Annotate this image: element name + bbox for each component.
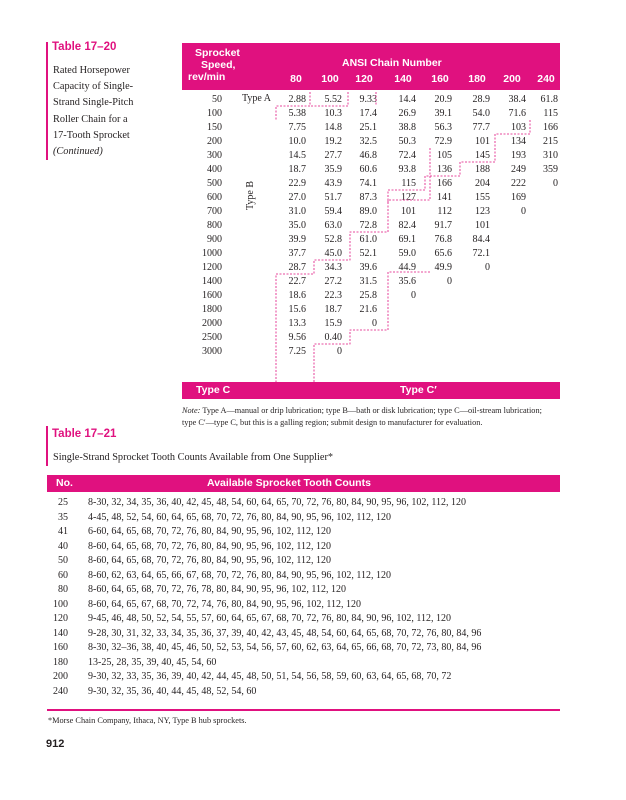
- hp-cell: 0: [521, 206, 526, 217]
- caption-line: Strand Single-Pitch: [53, 97, 134, 109]
- page-number: 912: [46, 738, 65, 750]
- hp-cell: 35.0: [288, 220, 306, 231]
- hp-cell: 7.25: [288, 346, 306, 357]
- speed-cell: 100: [207, 108, 222, 119]
- hp-cell: 166: [437, 178, 452, 189]
- hp-cell: 34.3: [324, 262, 342, 273]
- speed-cell: 1000: [202, 248, 222, 259]
- hp-cell: 49.9: [434, 262, 452, 273]
- hp-cell: 17.4: [359, 108, 377, 119]
- header-chain-120: 120: [355, 73, 373, 85]
- tooth-counts-cell: 9-28, 30, 31, 32, 33, 34, 35, 36, 37, 39, 40, 42, 43, 45, 48, 54, 60, 64, 65, 68, 70, 72, 76, 80, 84, 96: [88, 627, 482, 639]
- table-17-21-footnote: *Morse Chain Company, Ithaca, NY, Type B hub sprockets.: [48, 716, 247, 725]
- table-17-21-bottom-rule: [47, 709, 560, 711]
- hp-cell: 39.6: [359, 262, 377, 273]
- hp-cell: 18.6: [288, 290, 306, 301]
- hp-cell: 14.4: [398, 94, 416, 105]
- hp-cell: 136: [437, 164, 452, 175]
- hp-cell: 38.4: [508, 94, 526, 105]
- tooth-counts-cell: 13-25, 28, 35, 39, 40, 45, 54, 60: [88, 656, 217, 668]
- hp-cell: 27.7: [324, 150, 342, 161]
- hp-cell: 0: [447, 276, 452, 287]
- tooth-counts-cell: 8-60, 62, 63, 64, 65, 66, 67, 68, 70, 72, 76, 80, 84, 90, 95, 96, 102, 112, 120: [88, 569, 391, 581]
- hp-cell: 134: [511, 136, 526, 147]
- type-a-boundary: [310, 92, 348, 106]
- speed-cell: 1400: [202, 276, 222, 287]
- note-label: Note:: [182, 406, 201, 415]
- hp-cell: 123: [475, 206, 490, 217]
- type-c-prime-boundary: [314, 272, 430, 384]
- hp-cell: 222: [511, 178, 526, 189]
- type-c-label: Type C: [196, 384, 231, 396]
- header-chain-160: 160: [431, 73, 449, 85]
- speed-cell: 150: [207, 122, 222, 133]
- hp-cell: 10.3: [324, 108, 342, 119]
- hp-cell: 155: [475, 192, 490, 203]
- chain-no-cell: 25: [58, 497, 68, 508]
- hp-cell: 31.0: [288, 206, 306, 217]
- hp-cell: 13.3: [288, 318, 306, 329]
- chain-no-cell: 50: [58, 555, 68, 566]
- chain-no-cell: 240: [53, 685, 68, 697]
- speed-cell: 200: [207, 136, 222, 147]
- table-17-21-caption: Single-Strand Sprocket Tooth Counts Available from One Supplier*: [53, 452, 334, 463]
- table-17-21-number: Table 17–21: [52, 428, 117, 440]
- hp-cell: 31.5: [359, 276, 377, 287]
- hp-cell: 22.3: [324, 290, 342, 301]
- hp-cell: 22.7: [288, 276, 306, 287]
- hp-cell: 204: [475, 178, 490, 189]
- hp-cell: 82.4: [398, 220, 416, 231]
- speed-cell: 800: [207, 220, 222, 231]
- hp-cell: 89.0: [359, 206, 377, 217]
- tooth-counts-cell: 6-60, 64, 65, 68, 70, 72, 76, 80, 84, 90, 95, 96, 102, 112, 120: [88, 526, 331, 537]
- caption-line: Rated Horsepower: [53, 65, 130, 76]
- hp-cell: 56.3: [434, 122, 452, 133]
- speed-cell: 2500: [202, 332, 222, 343]
- hp-cell: 141: [437, 192, 452, 203]
- hp-cell: 188: [475, 164, 490, 175]
- hp-cell: 0: [337, 346, 342, 357]
- hp-cell: 101: [401, 206, 416, 217]
- hp-cell: 145: [475, 150, 490, 161]
- speed-cell: 1600: [202, 290, 222, 301]
- hp-cell: 59.0: [398, 248, 416, 259]
- hp-cell: 166: [543, 122, 558, 133]
- hp-cell: 51.7: [324, 192, 342, 203]
- table-17-20-note: [182, 405, 567, 429]
- hp-cell: 15.9: [324, 318, 342, 329]
- chain-no-cell: 35: [58, 511, 68, 523]
- hp-cell: 60.6: [359, 164, 377, 175]
- chain-no-cell: 180: [53, 656, 68, 668]
- hp-cell: 115: [543, 108, 558, 119]
- caption-line: Capacity of Single-: [53, 81, 134, 93]
- hp-cell: 39.9: [288, 234, 306, 245]
- header-no: No.: [56, 477, 73, 489]
- hp-cell: 25.1: [359, 122, 377, 133]
- hp-cell: 72.8: [359, 220, 377, 231]
- speed-cell: 3000: [202, 346, 222, 357]
- hp-cell: 61.8: [540, 94, 558, 105]
- table-17-20-footer-band: [182, 382, 560, 399]
- hp-cell: 91.7: [434, 220, 452, 231]
- tooth-counts-cell: 8-60, 64, 65, 68, 70, 72, 76, 78, 80, 84, 90, 95, 96, 102, 112, 120: [88, 584, 346, 595]
- type-a-boundary: [276, 92, 310, 120]
- type-b-c-boundary: [276, 120, 530, 384]
- hp-cell: 101: [475, 220, 490, 231]
- speed-cell: 1800: [202, 304, 222, 315]
- hp-cell: 45.0: [324, 248, 342, 259]
- speed-cell: 1200: [202, 262, 222, 273]
- hp-cell: 0: [411, 290, 416, 301]
- header-ansi-chain-number: ANSI Chain Number: [342, 57, 442, 69]
- speed-cell: 300: [207, 150, 222, 161]
- tooth-counts-cell: 8-30, 32, 34, 35, 36, 40, 42, 45, 48, 54, 60, 64, 65, 70, 72, 76, 80, 84, 90, 95, 96, 102, 112, 120: [88, 497, 466, 508]
- type-c-prime-boundary: [388, 148, 430, 204]
- hp-cell: 22.9: [288, 178, 306, 189]
- hp-cell: 37.7: [288, 248, 306, 259]
- hp-cell: 21.6: [359, 304, 377, 315]
- hp-cell: 52.8: [324, 234, 342, 245]
- hp-cell: 93.8: [398, 164, 416, 175]
- tooth-counts-cell: 9-45, 46, 48, 50, 52, 54, 55, 57, 60, 64, 65, 67, 68, 70, 72, 76, 80, 84, 90, 96, 102, 112, 120: [88, 613, 451, 624]
- speed-cell: 600: [207, 192, 222, 203]
- hp-cell: 28.9: [472, 94, 490, 105]
- hp-cell: 14.5: [288, 150, 306, 161]
- header-chain-200: 200: [503, 73, 521, 85]
- header-speed-line: Sprocket: [195, 47, 240, 59]
- header-speed-line: rev/min: [188, 71, 226, 83]
- hp-cell: 32.5: [359, 136, 377, 147]
- hp-cell: 39.1: [434, 108, 452, 119]
- tooth-counts-cell: 9-30, 32, 33, 35, 36, 39, 40, 42, 44, 45, 48, 50, 51, 54, 56, 58, 59, 60, 63, 64, 65, 68, 70, 72: [88, 671, 452, 682]
- hp-cell: 52.1: [359, 248, 377, 259]
- hp-cell: 193: [511, 150, 526, 161]
- hp-cell: 28.7: [288, 262, 306, 273]
- type-c-prime-label: Type C′: [400, 384, 437, 396]
- speed-cell: 2000: [202, 318, 222, 329]
- hp-cell: 359: [543, 164, 558, 175]
- hp-cell: 25.8: [359, 290, 377, 301]
- tooth-counts-cell: 8-30, 32–36, 38, 40, 45, 46, 50, 52, 53, 54, 56, 57, 60, 62, 63, 64, 65, 66, 68, 70, 72, 73, 80, 84, 96: [88, 642, 482, 653]
- hp-cell: 105: [437, 150, 452, 161]
- hp-cell: 7.75: [288, 122, 306, 133]
- hp-cell: 169: [511, 192, 526, 203]
- hp-cell: 20.9: [434, 94, 452, 105]
- chain-no-cell: 40: [58, 540, 68, 552]
- chain-no-cell: 160: [53, 642, 68, 653]
- continued-label: (Continued): [53, 146, 103, 158]
- hp-cell: 63.0: [324, 220, 342, 231]
- type-b-label: Type B: [245, 180, 257, 211]
- header-chain-180: 180: [468, 73, 486, 85]
- hp-cell: 5.38: [288, 108, 306, 119]
- hp-cell: 18.7: [324, 304, 342, 315]
- hp-cell: 27.2: [324, 276, 342, 287]
- hp-cell: 59.4: [324, 206, 342, 217]
- hp-cell: 54.0: [472, 108, 490, 119]
- tooth-counts-cell: 8-60, 64, 65, 67, 68, 70, 72, 74, 76, 80, 84, 90, 95, 96, 102, 112, 120: [88, 598, 361, 610]
- hp-cell: 84.4: [472, 234, 490, 245]
- hp-cell: 0.40: [324, 332, 342, 343]
- hp-cell: 77.7: [472, 122, 490, 133]
- tooth-counts-cell: 8-60, 64, 65, 68, 70, 72, 76, 80, 84, 90, 95, 96, 102, 112, 120: [88, 540, 331, 552]
- hp-cell: 127: [401, 192, 416, 203]
- speed-cell: 500: [207, 178, 222, 189]
- header-chain-140: 140: [394, 73, 412, 85]
- hp-cell: 61.0: [359, 234, 377, 245]
- hp-cell: 27.0: [288, 192, 306, 203]
- hp-cell: 43.9: [324, 178, 342, 189]
- hp-cell: 9.33: [359, 94, 377, 105]
- speed-cell: 50: [212, 94, 222, 105]
- hp-cell: 69.1: [398, 234, 416, 245]
- speed-cell: 900: [207, 234, 222, 245]
- tooth-counts-cell: 4-45, 48, 52, 54, 60, 64, 65, 68, 70, 72, 76, 80, 84, 90, 95, 96, 102, 112, 120: [88, 511, 391, 523]
- hp-cell: 35.9: [324, 164, 342, 175]
- hp-cell: 18.7: [288, 164, 306, 175]
- table-17-21-accent-rule: [46, 426, 48, 466]
- chain-no-cell: 140: [53, 627, 68, 639]
- header-chain-100: 100: [321, 73, 339, 85]
- hp-cell: 0: [372, 318, 377, 329]
- table-17-21-header: [47, 475, 560, 492]
- hp-cell: 87.3: [359, 192, 377, 203]
- hp-cell: 72.4: [398, 150, 416, 161]
- speed-cell: 700: [207, 206, 222, 217]
- header-speed-line: Speed,: [201, 59, 236, 71]
- tooth-counts-cell: 9-30, 32, 35, 36, 40, 44, 45, 48, 52, 54, 60: [88, 685, 257, 697]
- type-a-label: Type A: [242, 93, 272, 104]
- hp-cell: 10.0: [288, 136, 306, 147]
- hp-cell: 5.52: [324, 94, 342, 105]
- chain-no-cell: 60: [58, 569, 68, 581]
- hp-cell: 65.6: [434, 248, 452, 259]
- caption-line: 17-Tooth Sprocket: [53, 129, 130, 141]
- hp-cell: 72.9: [434, 136, 452, 147]
- hp-cell: 9.56: [288, 332, 306, 343]
- chain-no-cell: 80: [58, 584, 68, 595]
- hp-cell: 103: [511, 122, 526, 133]
- hp-cell: 101: [475, 136, 490, 147]
- hp-cell: 19.2: [324, 136, 342, 147]
- hp-cell: 14.8: [324, 122, 342, 133]
- header-tooth-counts: Available Sprocket Tooth Counts: [207, 477, 371, 489]
- hp-cell: 215: [543, 136, 558, 147]
- hp-cell: 26.9: [398, 108, 416, 119]
- hp-cell: 38.8: [398, 122, 416, 133]
- hp-cell: 46.8: [359, 150, 377, 161]
- hp-cell: 2.88: [288, 94, 306, 105]
- hp-cell: 249: [511, 164, 526, 175]
- hp-cell: 50.3: [398, 136, 416, 147]
- hp-cell: 44.9: [398, 262, 416, 273]
- hp-cell: 76.8: [434, 234, 452, 245]
- hp-cell: 310: [543, 150, 558, 161]
- chain-no-cell: 120: [53, 613, 68, 624]
- chain-no-cell: 100: [53, 598, 68, 610]
- note-line-2: type C′—type C, but this is a galling region; submit design to manufacturer for evaluation.: [182, 418, 483, 427]
- caption-line: Roller Chain for a: [53, 113, 128, 125]
- header-chain-80: 80: [290, 73, 302, 85]
- hp-cell: 112: [437, 206, 452, 217]
- speed-cell: 400: [207, 164, 222, 175]
- hp-cell: 71.6: [508, 108, 526, 119]
- hp-cell: 72.1: [472, 248, 490, 259]
- hp-cell: 74.1: [359, 178, 377, 189]
- hp-cell: 0: [485, 262, 490, 273]
- hp-cell: 15.6: [288, 304, 306, 315]
- note-line-1: Type A—manual or drip lubrication; type B—bath or disk lubrication; type C—oil-stream lubrication;: [202, 406, 542, 415]
- hp-cell: 35.6: [398, 276, 416, 287]
- table-17-20-number: Table 17–20: [52, 41, 117, 53]
- chain-no-cell: 41: [58, 526, 68, 537]
- header-chain-240: 240: [537, 73, 555, 85]
- hp-cell: 0: [553, 178, 558, 189]
- hp-cell: 115: [401, 178, 416, 189]
- chain-no-cell: 200: [53, 671, 68, 682]
- tooth-counts-cell: 8-60, 64, 65, 68, 70, 72, 76, 80, 84, 90, 95, 96, 102, 112, 120: [88, 555, 331, 566]
